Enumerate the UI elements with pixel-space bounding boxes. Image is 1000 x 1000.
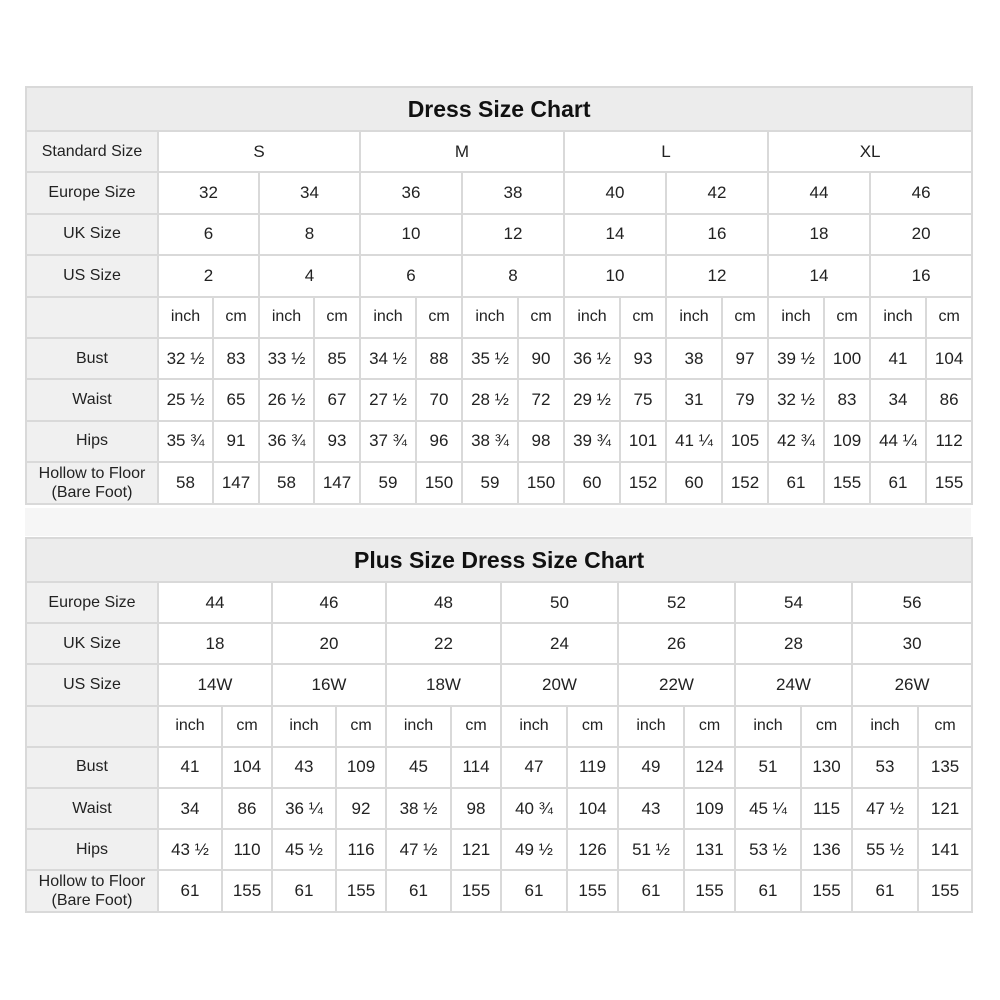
size-cell: 38 xyxy=(462,172,564,213)
size-cell: 28 xyxy=(735,623,852,664)
measurement-label: Waist xyxy=(26,379,158,420)
measurement-value: 152 xyxy=(620,462,666,503)
measurement-value: 121 xyxy=(918,788,972,829)
measurement-value: 109 xyxy=(336,747,386,788)
measurement-value: 61 xyxy=(852,870,918,911)
unit-inch: inch xyxy=(666,297,722,338)
uk-size-row xyxy=(26,214,972,255)
measurement-label: Bust xyxy=(26,747,158,788)
measurement-value: 83 xyxy=(213,338,259,379)
size-cell: 16 xyxy=(666,214,768,255)
measurement-value: 45 ½ xyxy=(272,829,336,870)
measurement-value: 79 xyxy=(722,379,768,420)
standard-size-cell: L xyxy=(564,131,768,172)
measurement-value: 37 ¾ xyxy=(360,421,416,462)
size-cell: 4 xyxy=(259,255,360,296)
measurement-value: 39 ¾ xyxy=(564,421,620,462)
measurement-value: 104 xyxy=(222,747,272,788)
measurement-value: 45 xyxy=(386,747,451,788)
unit-inch: inch xyxy=(386,706,451,747)
measurement-value: 28 ½ xyxy=(462,379,518,420)
size-cell: 44 xyxy=(158,582,272,623)
size-cell: 22 xyxy=(386,623,501,664)
measurement-value: 59 xyxy=(360,462,416,503)
standard-size-cell: M xyxy=(360,131,564,172)
measurement-value: 155 xyxy=(926,462,972,503)
row-label: US Size xyxy=(26,255,158,296)
measurement-value: 39 ½ xyxy=(768,338,824,379)
measurement-value: 104 xyxy=(567,788,618,829)
unit-inch: inch xyxy=(259,297,314,338)
measurement-value: 51 xyxy=(735,747,801,788)
unit-row xyxy=(26,706,972,747)
measurement-value: 147 xyxy=(213,462,259,503)
size-cell: 46 xyxy=(272,582,386,623)
measurement-value: 150 xyxy=(416,462,462,503)
measurement-value: 147 xyxy=(314,462,360,503)
measurement-value: 61 xyxy=(618,870,684,911)
unit-cm: cm xyxy=(824,297,870,338)
measurement-value: 42 ¾ xyxy=(768,421,824,462)
size-cell: 44 xyxy=(768,172,870,213)
unit-cm: cm xyxy=(416,297,462,338)
row-label: US Size xyxy=(26,664,158,705)
measurement-value: 51 ½ xyxy=(618,829,684,870)
measurement-value: 47 xyxy=(501,747,567,788)
measurement-value: 98 xyxy=(451,788,501,829)
size-cell: 42 xyxy=(666,172,768,213)
measurement-value: 38 xyxy=(666,338,722,379)
unit-cm: cm xyxy=(567,706,618,747)
measurement-value: 155 xyxy=(567,870,618,911)
measurement-value: 75 xyxy=(620,379,666,420)
measurement-value: 44 ¼ xyxy=(870,421,926,462)
measurement-value: 109 xyxy=(684,788,735,829)
unit-cm: cm xyxy=(336,706,386,747)
measurement-value: 36 ½ xyxy=(564,338,620,379)
measurement-value: 32 ½ xyxy=(158,338,213,379)
size-cell: 20W xyxy=(501,664,618,705)
measurement-row xyxy=(26,747,972,788)
measurement-value: 85 xyxy=(314,338,360,379)
measurement-row xyxy=(26,788,972,829)
unit-row xyxy=(26,297,972,338)
measurement-label: Hollow to Floor (Bare Foot) xyxy=(26,462,158,503)
unit-inch: inch xyxy=(360,297,416,338)
measurement-value: 72 xyxy=(518,379,564,420)
measurement-value: 67 xyxy=(314,379,360,420)
size-cell: 50 xyxy=(501,582,618,623)
measurement-value: 155 xyxy=(222,870,272,911)
measurement-value: 49 ½ xyxy=(501,829,567,870)
measurement-value: 59 xyxy=(462,462,518,503)
row-label: UK Size xyxy=(26,214,158,255)
measurement-value: 53 ½ xyxy=(735,829,801,870)
unit-cm: cm xyxy=(918,706,972,747)
measurement-value: 36 ¾ xyxy=(259,421,314,462)
size-cell: 14 xyxy=(768,255,870,296)
measurement-value: 43 ½ xyxy=(158,829,222,870)
measurement-value: 86 xyxy=(222,788,272,829)
measurement-value: 35 ½ xyxy=(462,338,518,379)
measurement-value: 61 xyxy=(870,462,926,503)
size-cell: 8 xyxy=(462,255,564,296)
measurement-value: 150 xyxy=(518,462,564,503)
measurement-value: 155 xyxy=(801,870,852,911)
europe-size-row xyxy=(26,172,972,213)
row-label: Europe Size xyxy=(26,582,158,623)
unit-cm: cm xyxy=(926,297,972,338)
unit-cm: cm xyxy=(314,297,360,338)
measurement-value: 41 ¼ xyxy=(666,421,722,462)
unit-inch: inch xyxy=(735,706,801,747)
size-cell: 18W xyxy=(386,664,501,705)
size-cell: 10 xyxy=(564,255,666,296)
standard-size-cell: XL xyxy=(768,131,972,172)
measurement-value: 58 xyxy=(259,462,314,503)
size-cell: 26W xyxy=(852,664,972,705)
chart-title: Dress Size Chart xyxy=(26,87,972,131)
measurement-value: 45 ¼ xyxy=(735,788,801,829)
measurement-value: 61 xyxy=(501,870,567,911)
size-cell: 46 xyxy=(870,172,972,213)
measurement-value: 96 xyxy=(416,421,462,462)
measurement-value: 86 xyxy=(926,379,972,420)
size-cell: 20 xyxy=(272,623,386,664)
measurement-row xyxy=(26,829,972,870)
measurement-value: 47 ½ xyxy=(852,788,918,829)
size-cell: 36 xyxy=(360,172,462,213)
unit-cm: cm xyxy=(222,706,272,747)
measurement-value: 93 xyxy=(620,338,666,379)
title-row xyxy=(26,87,972,131)
unit-cm: cm xyxy=(620,297,666,338)
size-cell: 40 xyxy=(564,172,666,213)
unit-inch: inch xyxy=(618,706,684,747)
measurement-value: 93 xyxy=(314,421,360,462)
measurement-value: 105 xyxy=(722,421,768,462)
row-label: Europe Size xyxy=(26,172,158,213)
unit-cm: cm xyxy=(684,706,735,747)
size-cell: 24W xyxy=(735,664,852,705)
size-cell: 18 xyxy=(768,214,870,255)
size-cell: 8 xyxy=(259,214,360,255)
measurement-value: 141 xyxy=(918,829,972,870)
measurement-value: 40 ¾ xyxy=(501,788,567,829)
unit-inch: inch xyxy=(870,297,926,338)
measurement-label: Bust xyxy=(26,338,158,379)
standard-size-cell: S xyxy=(158,131,360,172)
measurement-row xyxy=(26,870,972,911)
measurement-value: 110 xyxy=(222,829,272,870)
measurement-value: 109 xyxy=(824,421,870,462)
measurement-value: 34 xyxy=(870,379,926,420)
size-cell: 48 xyxy=(386,582,501,623)
measurement-value: 152 xyxy=(722,462,768,503)
size-cell: 32 xyxy=(158,172,259,213)
size-cell: 12 xyxy=(666,255,768,296)
measurement-value: 58 xyxy=(158,462,213,503)
size-cell: 22W xyxy=(618,664,735,705)
measurement-value: 65 xyxy=(213,379,259,420)
measurement-value: 41 xyxy=(870,338,926,379)
measurement-value: 49 xyxy=(618,747,684,788)
size-cell: 14W xyxy=(158,664,272,705)
size-cell: 12 xyxy=(462,214,564,255)
size-cell: 24 xyxy=(501,623,618,664)
measurement-value: 35 ¾ xyxy=(158,421,213,462)
measurement-value: 104 xyxy=(926,338,972,379)
size-cell: 6 xyxy=(360,255,462,296)
measurement-row xyxy=(26,421,972,462)
size-cell: 56 xyxy=(852,582,972,623)
measurement-value: 98 xyxy=(518,421,564,462)
unit-inch: inch xyxy=(852,706,918,747)
measurement-value: 115 xyxy=(801,788,852,829)
measurement-row xyxy=(26,462,972,503)
row-label-empty xyxy=(26,706,158,747)
measurement-value: 61 xyxy=(386,870,451,911)
measurement-value: 33 ½ xyxy=(259,338,314,379)
title-row xyxy=(26,538,972,582)
row-label: UK Size xyxy=(26,623,158,664)
measurement-value: 61 xyxy=(158,870,222,911)
measurement-value: 38 ¾ xyxy=(462,421,518,462)
measurement-value: 70 xyxy=(416,379,462,420)
size-cell: 30 xyxy=(852,623,972,664)
unit-inch: inch xyxy=(564,297,620,338)
measurement-value: 60 xyxy=(564,462,620,503)
measurement-value: 41 xyxy=(158,747,222,788)
measurement-row xyxy=(26,338,972,379)
measurement-value: 61 xyxy=(735,870,801,911)
measurement-value: 32 ½ xyxy=(768,379,824,420)
plus-size-dress-size-chart xyxy=(25,537,973,913)
measurement-value: 55 ½ xyxy=(852,829,918,870)
size-cell: 6 xyxy=(158,214,259,255)
row-label-empty xyxy=(26,297,158,338)
measurement-value: 155 xyxy=(684,870,735,911)
measurement-value: 43 xyxy=(618,788,684,829)
measurement-value: 131 xyxy=(684,829,735,870)
measurement-value: 90 xyxy=(518,338,564,379)
measurement-value: 116 xyxy=(336,829,386,870)
measurement-row xyxy=(26,379,972,420)
unit-cm: cm xyxy=(722,297,768,338)
measurement-label: Hollow to Floor (Bare Foot) xyxy=(26,870,158,911)
europe-size-row xyxy=(26,582,972,623)
measurement-value: 34 xyxy=(158,788,222,829)
measurement-value: 114 xyxy=(451,747,501,788)
measurement-value: 121 xyxy=(451,829,501,870)
measurement-value: 155 xyxy=(451,870,501,911)
measurement-value: 29 ½ xyxy=(564,379,620,420)
size-cell: 54 xyxy=(735,582,852,623)
us-size-row xyxy=(26,664,972,705)
measurement-value: 34 ½ xyxy=(360,338,416,379)
size-cell: 16 xyxy=(870,255,972,296)
measurement-value: 61 xyxy=(768,462,824,503)
row-label: Standard Size xyxy=(26,131,158,172)
measurement-value: 38 ½ xyxy=(386,788,451,829)
unit-cm: cm xyxy=(518,297,564,338)
unit-inch: inch xyxy=(462,297,518,338)
size-cell: 14 xyxy=(564,214,666,255)
size-cell: 16W xyxy=(272,664,386,705)
measurement-value: 61 xyxy=(272,870,336,911)
unit-inch: inch xyxy=(272,706,336,747)
measurement-value: 155 xyxy=(336,870,386,911)
measurement-value: 119 xyxy=(567,747,618,788)
measurement-value: 27 ½ xyxy=(360,379,416,420)
dress-size-chart xyxy=(25,86,973,505)
chart-title: Plus Size Dress Size Chart xyxy=(26,538,972,582)
measurement-value: 60 xyxy=(666,462,722,503)
us-size-row xyxy=(26,255,972,296)
unit-cm: cm xyxy=(801,706,852,747)
measurement-value: 31 xyxy=(666,379,722,420)
measurement-value: 92 xyxy=(336,788,386,829)
unit-cm: cm xyxy=(451,706,501,747)
measurement-value: 97 xyxy=(722,338,768,379)
measurement-value: 135 xyxy=(918,747,972,788)
measurement-value: 25 ½ xyxy=(158,379,213,420)
measurement-value: 26 ½ xyxy=(259,379,314,420)
standard-size-row xyxy=(26,131,972,172)
measurement-value: 36 ¼ xyxy=(272,788,336,829)
measurement-value: 112 xyxy=(926,421,972,462)
size-cell: 26 xyxy=(618,623,735,664)
size-cell: 20 xyxy=(870,214,972,255)
measurement-value: 83 xyxy=(824,379,870,420)
measurement-label: Hips xyxy=(26,829,158,870)
measurement-label: Hips xyxy=(26,421,158,462)
measurement-label: Waist xyxy=(26,788,158,829)
measurement-value: 91 xyxy=(213,421,259,462)
size-cell: 10 xyxy=(360,214,462,255)
measurement-value: 136 xyxy=(801,829,852,870)
measurement-value: 101 xyxy=(620,421,666,462)
size-cell: 2 xyxy=(158,255,259,296)
unit-cm: cm xyxy=(213,297,259,338)
measurement-value: 124 xyxy=(684,747,735,788)
uk-size-row xyxy=(26,623,972,664)
size-cell: 52 xyxy=(618,582,735,623)
unit-inch: inch xyxy=(768,297,824,338)
measurement-value: 130 xyxy=(801,747,852,788)
unit-inch: inch xyxy=(158,297,213,338)
measurement-value: 100 xyxy=(824,338,870,379)
measurement-value: 155 xyxy=(918,870,972,911)
measurement-value: 43 xyxy=(272,747,336,788)
measurement-value: 53 xyxy=(852,747,918,788)
size-cell: 18 xyxy=(158,623,272,664)
measurement-value: 155 xyxy=(824,462,870,503)
measurement-value: 47 ½ xyxy=(386,829,451,870)
unit-inch: inch xyxy=(501,706,567,747)
measurement-value: 126 xyxy=(567,829,618,870)
measurement-value: 88 xyxy=(416,338,462,379)
chart-separator xyxy=(25,508,971,536)
unit-inch: inch xyxy=(158,706,222,747)
size-cell: 34 xyxy=(259,172,360,213)
